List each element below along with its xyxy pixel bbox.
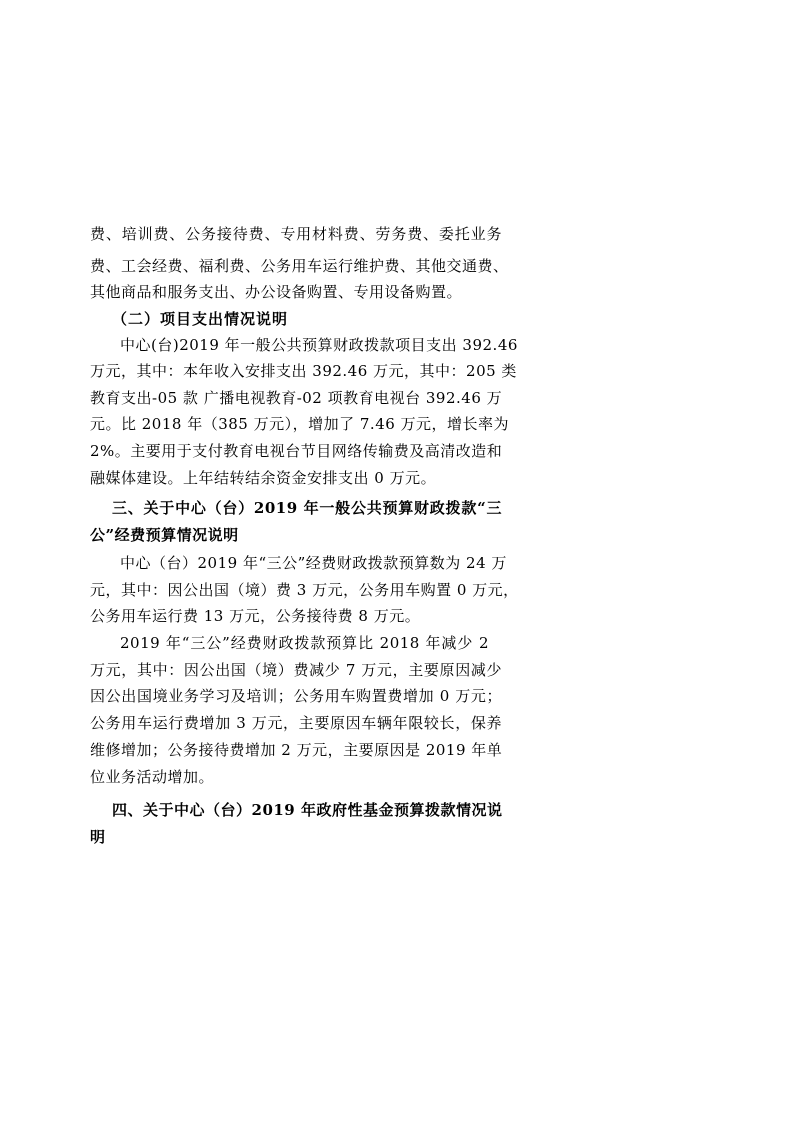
- section-subheading: （二）项目支出情况说明: [112, 310, 289, 328]
- body-text-line: 费、培训费、公务接待费、专用材料费、劳务费、委托业务: [90, 225, 502, 243]
- body-text-line: 2019 年“三公”经费财政拨款预算比 2018 年减少 2: [120, 634, 489, 652]
- body-text-line: 维修增加；公务接待费增加 2 万元，主要原因是 2019 年单: [90, 741, 503, 759]
- body-text-line: 元。比 2018 年（385 万元），增加了 7.46 万元，增长率为: [90, 415, 510, 433]
- body-text-line: 中心(台)2019 年一般公共预算财政拨款项目支出 392.46: [120, 336, 518, 354]
- body-text-line: 教育支出-05 款 广播电视教育-02 项教育电视台 392.46 万: [90, 389, 503, 407]
- body-text-line: 元，其中：因公出国（境）费 3 万元，公务用车购置 0 万元，: [90, 581, 519, 599]
- body-text-line: 公务用车运行费增加 3 万元，主要原因车辆年限较长，保养: [90, 714, 502, 732]
- section-heading: 三、关于中心（台）2019 年一般公共预算财政拨款“三: [112, 499, 502, 517]
- body-text-line: 因公出国境业务学习及培训；公务用车购置费增加 0 万元；: [90, 687, 502, 705]
- body-text-line: 费、工会经费、福利费、公务用车运行维护费、其他交通费、: [90, 257, 509, 275]
- body-text-line: 融媒体建设。上年结转结余资金安排支出 0 万元。: [90, 469, 437, 487]
- body-text-line: 中心（台）2019 年“三公”经费财政拨款预算数为 24 万: [120, 554, 507, 572]
- body-text-line: 其他商品和服务支出、办公设备购置、专用设备购置。: [90, 283, 463, 301]
- body-text-line: 公务用车运行费 13 万元，公务接待费 8 万元。: [90, 607, 421, 625]
- body-text-line: 万元，其中：本年收入安排支出 392.46 万元，其中：205 类: [90, 362, 517, 380]
- body-text-line: 位业务活动增加。: [90, 768, 215, 786]
- body-text-line: 万元，其中：因公出国（境）费减少 7 万元，主要原因减少: [90, 661, 502, 679]
- section-heading: 四、关于中心（台）2019 年政府性基金预算拨款情况说: [112, 801, 503, 819]
- section-heading: 公”经费预算情况说明: [90, 526, 239, 544]
- section-heading: 明: [90, 828, 106, 846]
- body-text-line: 2%。主要用于支付教育电视台节目网络传输费及高清改造和: [90, 442, 503, 460]
